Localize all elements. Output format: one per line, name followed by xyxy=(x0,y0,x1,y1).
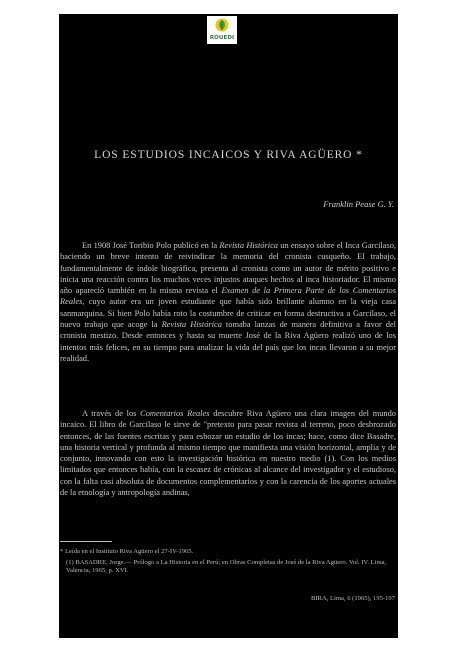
article-author: Franklin Pease G. Y. xyxy=(323,199,394,209)
logo xyxy=(207,16,237,44)
footnote: * Leída en el Instituto Riva Agüero el 27-IV-1965. xyxy=(60,548,194,555)
article-title: LOS ESTUDIOS INCAICOS Y RIVA AGÜERO * xyxy=(94,149,363,161)
body-paragraph: A través de los Comentarios Reales descubre Riva Agüero una clara imagen del mundo incaico. El libro de Garcilaso le sirve de "pretexto para pasar revista al terreno, poco desbrozado entonces, de las fuentes escritas y para esbozar un estudio de los incas; hace, como dice Basadre, una historia vertical y profunda al mismo tiempo que manifiesta una visión horizontal, amplia y de conjunto, innovando con esto la investigación histórica en nuestro medio (1). Con los medios limitados que entonces había, con la escasez de crónicas al alcance del investigador y el estudioso, con la falta casi absoluta de documentos complementarios y con la carencia de los aportes actuales de la etnología y antropología andinas, xyxy=(60,409,396,498)
page-folio: BIRA, Lima, 6 (1965), 195-197 xyxy=(310,595,395,602)
body-paragraph: En 1908 José Toribio Polo publicó en la Revista Histórica un ensayo sobre el Inca Garcilaso, haciendo un breve intento de reivindicar la memoria del cronista cusqueño. El trabajo, fundamentalmente de índole biográfica, presenta al cronista como un autor de mérito positivo e inicia una reacción contra los muchos veces injustos ataques hechos al inca historiador. El mismo año apareció también en la misma revista el Examen de la Primera Parte de los Comentarios Reales, cuyo autor era un joven estudiante que había sido brillante alumno en la vieja casa sanmarquina. Si bien Polo había roto la costumbre de criticar en forma destructiva a Garcilaso, el nuevo trabajo que acoge la Revista Histórica tomaba lanzas de manera definitiva a favor del cronista mestizo. Desde entonces y hasta su muerte José de la Riva Agüero realizó uno de los intentos más felices, en su tiempo para analizar la vida del país que los incas llevaron a su mejor realidad. xyxy=(60,241,396,363)
footnote: (1) BASADRE, Jorge.— Prólogo a La Historia en el Perú; en Obras Completas de José de la Riva Agüero. Vol. IV. Lima, Valencia, 1965, p. XVI. xyxy=(66,559,387,575)
leaf-icon xyxy=(215,18,229,32)
logo-wordmark: ROUEDI xyxy=(209,35,235,41)
footnote-divider xyxy=(60,541,112,542)
